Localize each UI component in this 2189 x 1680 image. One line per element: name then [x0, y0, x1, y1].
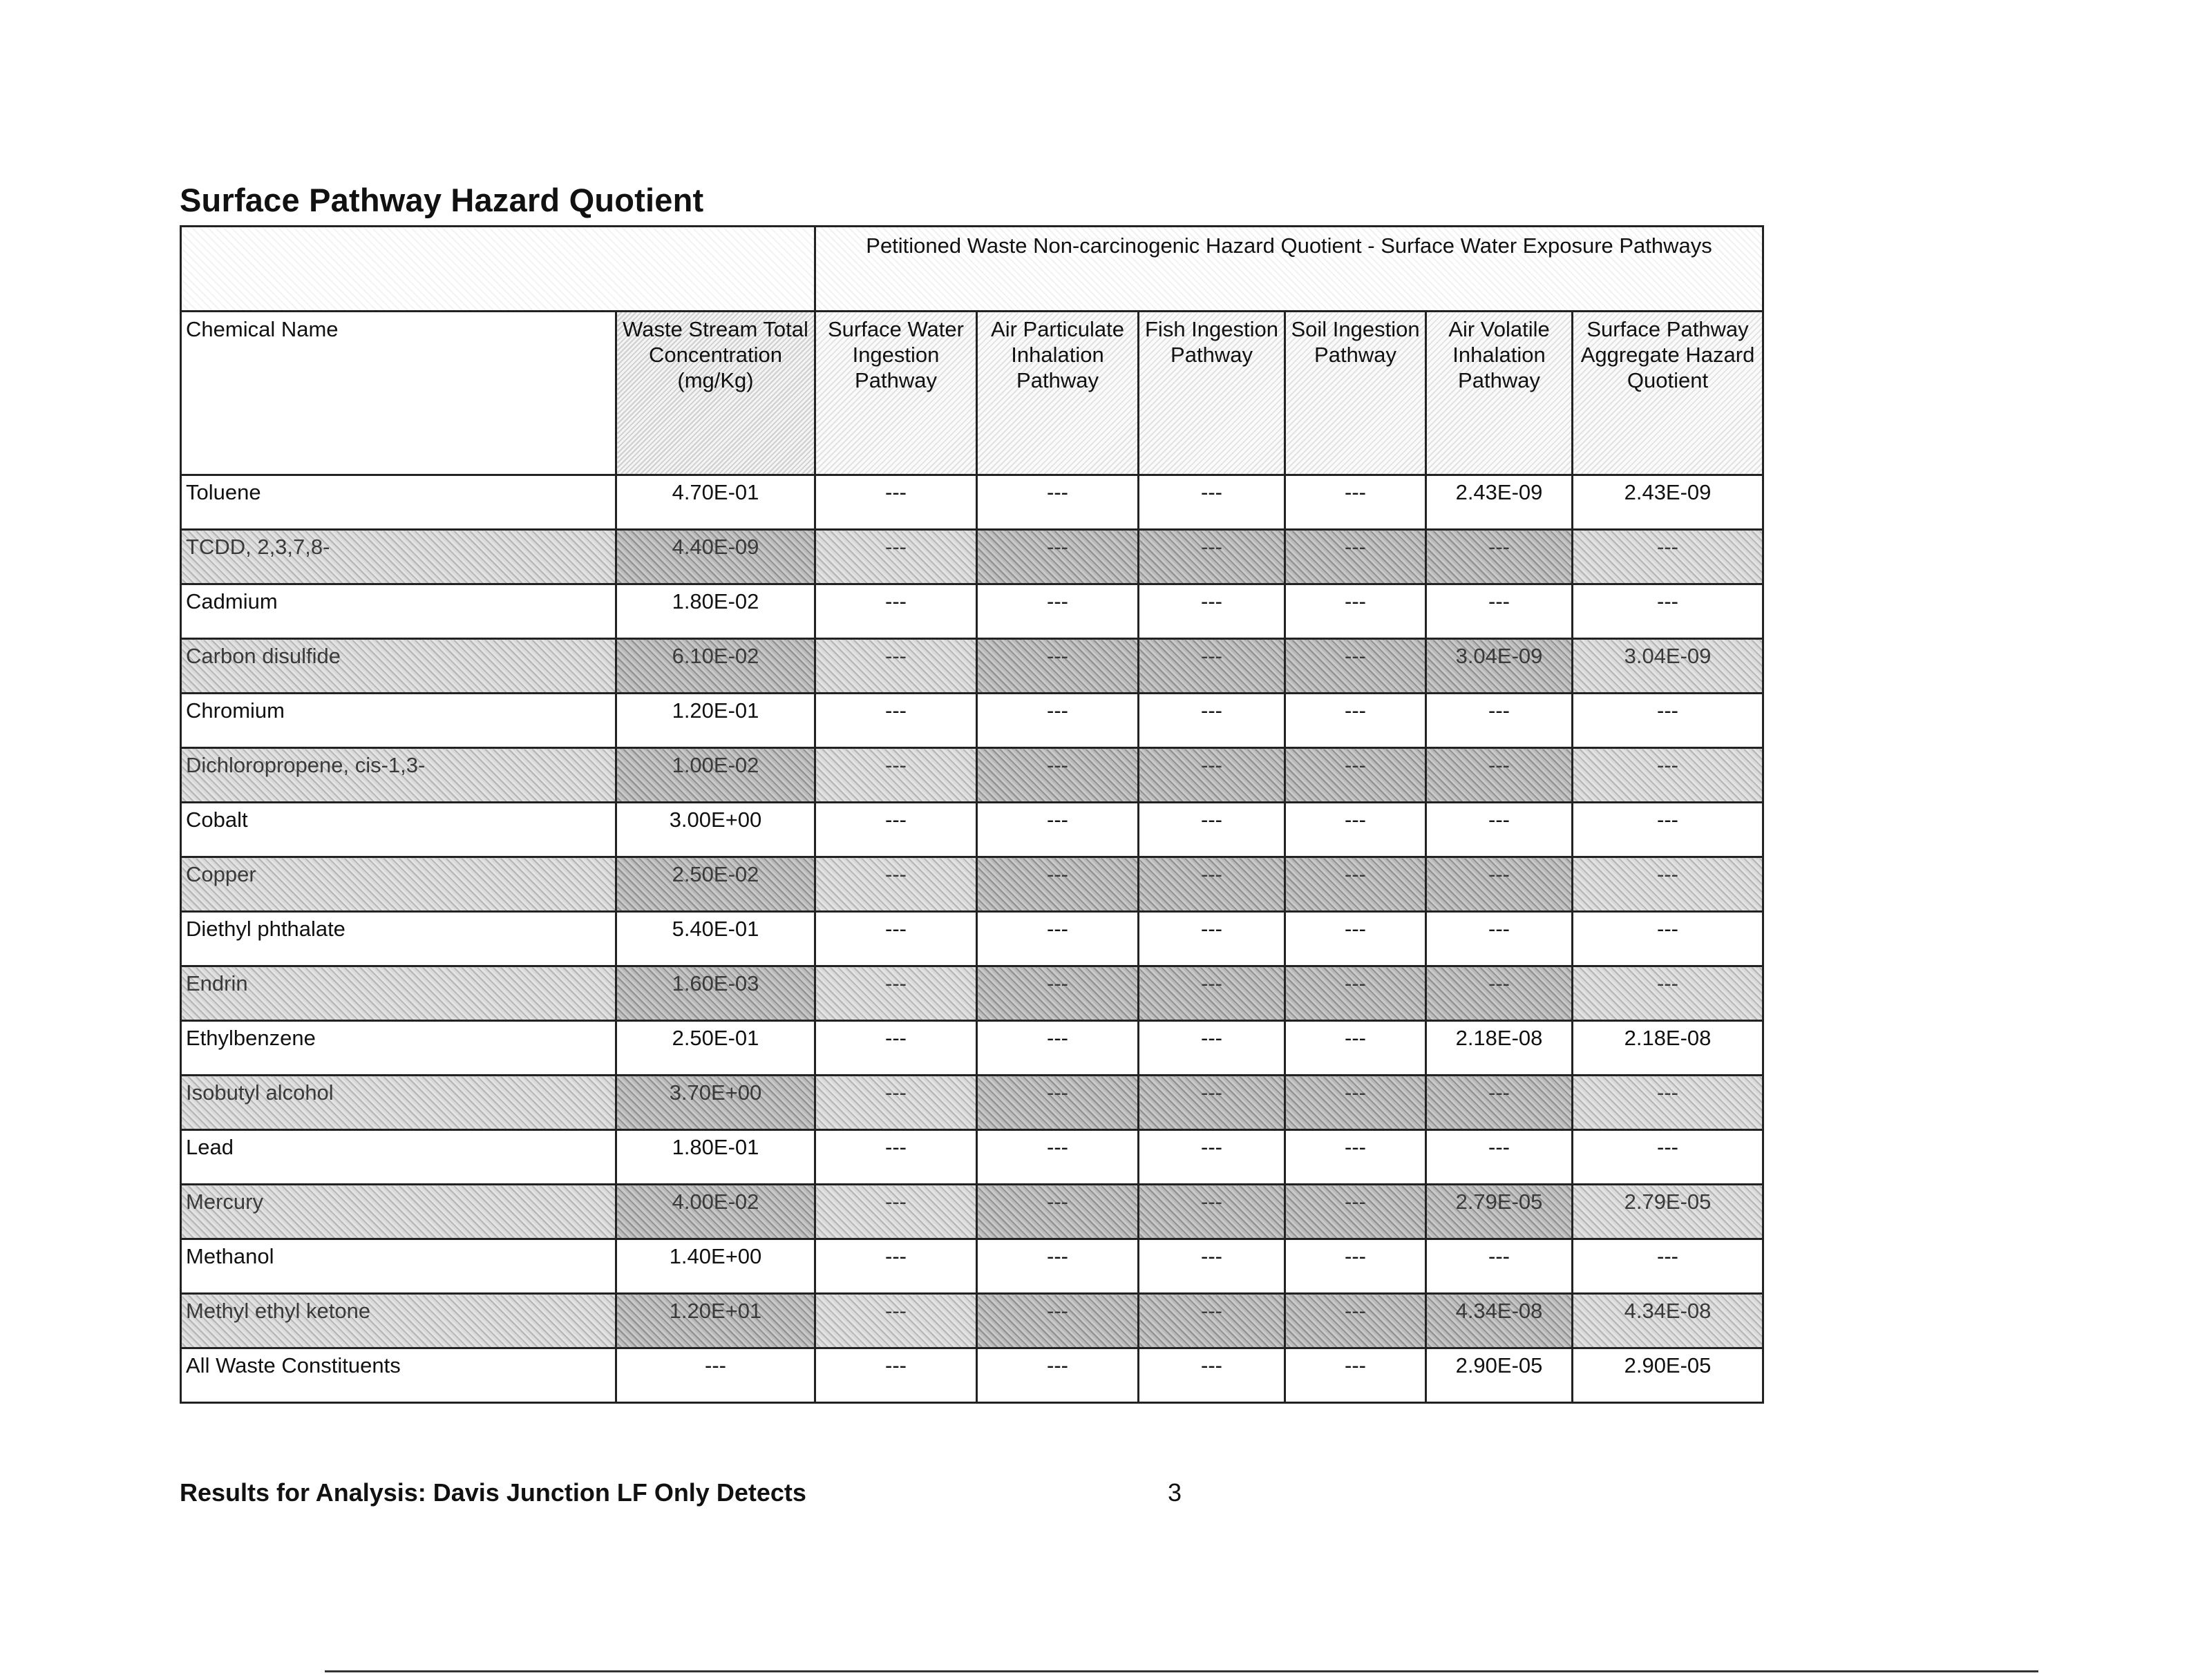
table-row	[181, 1239, 1763, 1294]
bottom-divider	[325, 1670, 2038, 1672]
value-cell: ---	[1285, 748, 1426, 803]
value-cell: ---	[977, 1130, 1139, 1185]
table-row	[181, 1130, 1763, 1185]
chemical-name-cell: Endrin	[181, 966, 616, 1021]
chemical-name-cell: Toluene	[181, 475, 616, 530]
value-cell: ---	[1139, 1076, 1285, 1130]
value-cell: 3.04E-09	[1426, 639, 1573, 694]
value-cell: ---	[1426, 857, 1573, 912]
value-cell: ---	[1573, 803, 1763, 857]
value-cell: ---	[1139, 584, 1285, 639]
value-cell: ---	[1139, 1021, 1285, 1076]
column-header: Air Volatile Inhalation Pathway	[1426, 312, 1573, 475]
value-cell: ---	[1573, 1130, 1763, 1185]
table-row	[181, 1076, 1763, 1130]
value-cell: ---	[815, 857, 977, 912]
column-header: Chemical Name	[181, 312, 616, 475]
value-cell: ---	[1573, 748, 1763, 803]
value-cell: ---	[815, 966, 977, 1021]
table-body	[181, 475, 1763, 1403]
value-cell: ---	[1285, 1076, 1426, 1130]
value-cell: ---	[1426, 1076, 1573, 1130]
value-cell: ---	[815, 584, 977, 639]
value-cell: ---	[1139, 803, 1285, 857]
value-cell: ---	[815, 694, 977, 748]
value-cell: ---	[1139, 1294, 1285, 1348]
table-row	[181, 1185, 1763, 1239]
value-cell: ---	[815, 475, 977, 530]
value-cell: 2.50E-02	[616, 857, 815, 912]
value-cell: ---	[1139, 1130, 1285, 1185]
value-cell: ---	[815, 1021, 977, 1076]
value-cell: ---	[815, 1294, 977, 1348]
value-cell: ---	[1285, 694, 1426, 748]
value-cell: ---	[977, 912, 1139, 966]
value-cell: 2.90E-05	[1573, 1348, 1763, 1403]
value-cell: ---	[1426, 803, 1573, 857]
value-cell: ---	[815, 530, 977, 584]
value-cell: 4.00E-02	[616, 1185, 815, 1239]
chemical-name-cell: Lead	[181, 1130, 616, 1185]
chemical-name-cell: Ethylbenzene	[181, 1021, 616, 1076]
value-cell: ---	[1285, 1185, 1426, 1239]
table-row	[181, 966, 1763, 1021]
column-header: Fish Ingestion Pathway	[1139, 312, 1285, 475]
value-cell: 6.10E-02	[616, 639, 815, 694]
page-number: 3	[1168, 1478, 1182, 1507]
chemical-name-cell: Copper	[181, 857, 616, 912]
chemical-name-cell: Diethyl phthalate	[181, 912, 616, 966]
value-cell: 4.34E-08	[1573, 1294, 1763, 1348]
value-cell: ---	[1139, 748, 1285, 803]
value-cell: ---	[1139, 912, 1285, 966]
value-cell: 4.34E-08	[1426, 1294, 1573, 1348]
value-cell: ---	[1285, 1294, 1426, 1348]
value-cell: 5.40E-01	[616, 912, 815, 966]
value-cell: ---	[1426, 694, 1573, 748]
value-cell: ---	[815, 1076, 977, 1130]
value-cell: 1.80E-02	[616, 584, 815, 639]
value-cell: ---	[977, 748, 1139, 803]
group-header: Petitioned Waste Non-carcinogenic Hazard Quotient - Surface Water Exposure Pathways	[815, 227, 1763, 312]
chemical-name-cell: TCDD, 2,3,7,8-	[181, 530, 616, 584]
value-cell: ---	[1285, 1348, 1426, 1403]
table-row	[181, 803, 1763, 857]
value-cell: ---	[977, 1076, 1139, 1130]
value-cell: 4.40E-09	[616, 530, 815, 584]
value-cell: ---	[1285, 584, 1426, 639]
value-cell: ---	[1139, 694, 1285, 748]
value-cell: ---	[815, 1239, 977, 1294]
value-cell: ---	[1139, 966, 1285, 1021]
value-cell: ---	[1426, 748, 1573, 803]
value-cell: 1.80E-01	[616, 1130, 815, 1185]
value-cell: ---	[977, 1021, 1139, 1076]
value-cell: ---	[1426, 530, 1573, 584]
table-row	[181, 1348, 1763, 1403]
value-cell: ---	[977, 803, 1139, 857]
table-row	[181, 857, 1763, 912]
value-cell: ---	[1285, 1130, 1426, 1185]
value-cell: ---	[977, 1294, 1139, 1348]
value-cell: ---	[1573, 1076, 1763, 1130]
value-cell: 2.18E-08	[1426, 1021, 1573, 1076]
chemical-name-cell: Methyl ethyl ketone	[181, 1294, 616, 1348]
column-header-row	[181, 312, 1763, 475]
value-cell: ---	[977, 1185, 1139, 1239]
column-header: Soil Ingestion Pathway	[1285, 312, 1426, 475]
value-cell: 1.00E-02	[616, 748, 815, 803]
value-cell: ---	[977, 584, 1139, 639]
value-cell: 2.43E-09	[1426, 475, 1573, 530]
column-header: Air Particulate Inhalation Pathway	[977, 312, 1139, 475]
value-cell: ---	[977, 1239, 1139, 1294]
value-cell: 2.90E-05	[1426, 1348, 1573, 1403]
value-cell: 4.70E-01	[616, 475, 815, 530]
chemical-name-cell: Carbon disulfide	[181, 639, 616, 694]
table-row	[181, 584, 1763, 639]
value-cell: ---	[1139, 1185, 1285, 1239]
value-cell: 3.70E+00	[616, 1076, 815, 1130]
table-row	[181, 530, 1763, 584]
table-row	[181, 1294, 1763, 1348]
table-row	[181, 475, 1763, 530]
value-cell: 1.20E-01	[616, 694, 815, 748]
value-cell: ---	[1139, 530, 1285, 584]
column-header: Surface Pathway Aggregate Hazard Quotient	[1573, 312, 1763, 475]
value-cell: ---	[1426, 1239, 1573, 1294]
value-cell: 2.18E-08	[1573, 1021, 1763, 1076]
hazard-quotient-table	[180, 225, 1764, 1404]
value-cell: 2.50E-01	[616, 1021, 815, 1076]
value-cell: ---	[1285, 475, 1426, 530]
value-cell: ---	[1573, 966, 1763, 1021]
chemical-name-cell: All Waste Constituents	[181, 1348, 616, 1403]
value-cell: ---	[1573, 1239, 1763, 1294]
value-cell: ---	[1285, 857, 1426, 912]
value-cell: ---	[1573, 857, 1763, 912]
value-cell: ---	[1139, 639, 1285, 694]
value-cell: ---	[977, 1348, 1139, 1403]
value-cell: ---	[977, 475, 1139, 530]
value-cell: ---	[1426, 966, 1573, 1021]
value-cell: ---	[977, 530, 1139, 584]
chemical-name-cell: Isobutyl alcohol	[181, 1076, 616, 1130]
table-row	[181, 1021, 1763, 1076]
value-cell: ---	[815, 1130, 977, 1185]
value-cell: ---	[1573, 530, 1763, 584]
table-row	[181, 748, 1763, 803]
value-cell: 2.43E-09	[1573, 475, 1763, 530]
value-cell: 2.79E-05	[1573, 1185, 1763, 1239]
value-cell: ---	[1426, 1130, 1573, 1185]
footer-text: Results for Analysis: Davis Junction LF Only Detects	[180, 1478, 806, 1507]
value-cell: ---	[1285, 912, 1426, 966]
column-header: Waste Stream Total Concentration (mg/Kg)	[616, 312, 815, 475]
chemical-name-cell: Mercury	[181, 1185, 616, 1239]
value-cell: ---	[815, 1348, 977, 1403]
value-cell: 3.00E+00	[616, 803, 815, 857]
value-cell: ---	[977, 966, 1139, 1021]
value-cell: ---	[977, 694, 1139, 748]
value-cell: ---	[1426, 584, 1573, 639]
chemical-name-cell: Cobalt	[181, 803, 616, 857]
value-cell: 1.40E+00	[616, 1239, 815, 1294]
value-cell: ---	[1426, 912, 1573, 966]
table-row	[181, 694, 1763, 748]
table-row	[181, 912, 1763, 966]
value-cell: ---	[1573, 584, 1763, 639]
value-cell: ---	[1573, 912, 1763, 966]
value-cell: ---	[815, 748, 977, 803]
value-cell: ---	[977, 857, 1139, 912]
value-cell: 2.79E-05	[1426, 1185, 1573, 1239]
value-cell: ---	[815, 912, 977, 966]
value-cell: 1.20E+01	[616, 1294, 815, 1348]
value-cell: 3.04E-09	[1573, 639, 1763, 694]
value-cell: ---	[616, 1348, 815, 1403]
value-cell: ---	[1285, 1239, 1426, 1294]
value-cell: ---	[815, 639, 977, 694]
chemical-name-cell: Chromium	[181, 694, 616, 748]
value-cell: ---	[1139, 1348, 1285, 1403]
value-cell: ---	[1285, 530, 1426, 584]
value-cell: ---	[1285, 803, 1426, 857]
chemical-name-cell: Cadmium	[181, 584, 616, 639]
value-cell: ---	[1139, 857, 1285, 912]
value-cell: ---	[1573, 694, 1763, 748]
chemical-name-cell: Methanol	[181, 1239, 616, 1294]
group-header-blank	[181, 227, 815, 312]
value-cell: ---	[1139, 475, 1285, 530]
page-title: Surface Pathway Hazard Quotient	[180, 182, 704, 218]
table-row	[181, 639, 1763, 694]
value-cell: ---	[815, 1185, 977, 1239]
chemical-name-cell: Dichloropropene, cis-1,3-	[181, 748, 616, 803]
value-cell: ---	[815, 803, 977, 857]
value-cell: ---	[1285, 1021, 1426, 1076]
value-cell: ---	[1285, 639, 1426, 694]
value-cell: ---	[1285, 966, 1426, 1021]
value-cell: ---	[977, 639, 1139, 694]
value-cell: ---	[1139, 1239, 1285, 1294]
value-cell: 1.60E-03	[616, 966, 815, 1021]
column-header: Surface Water Ingestion Pathway	[815, 312, 977, 475]
